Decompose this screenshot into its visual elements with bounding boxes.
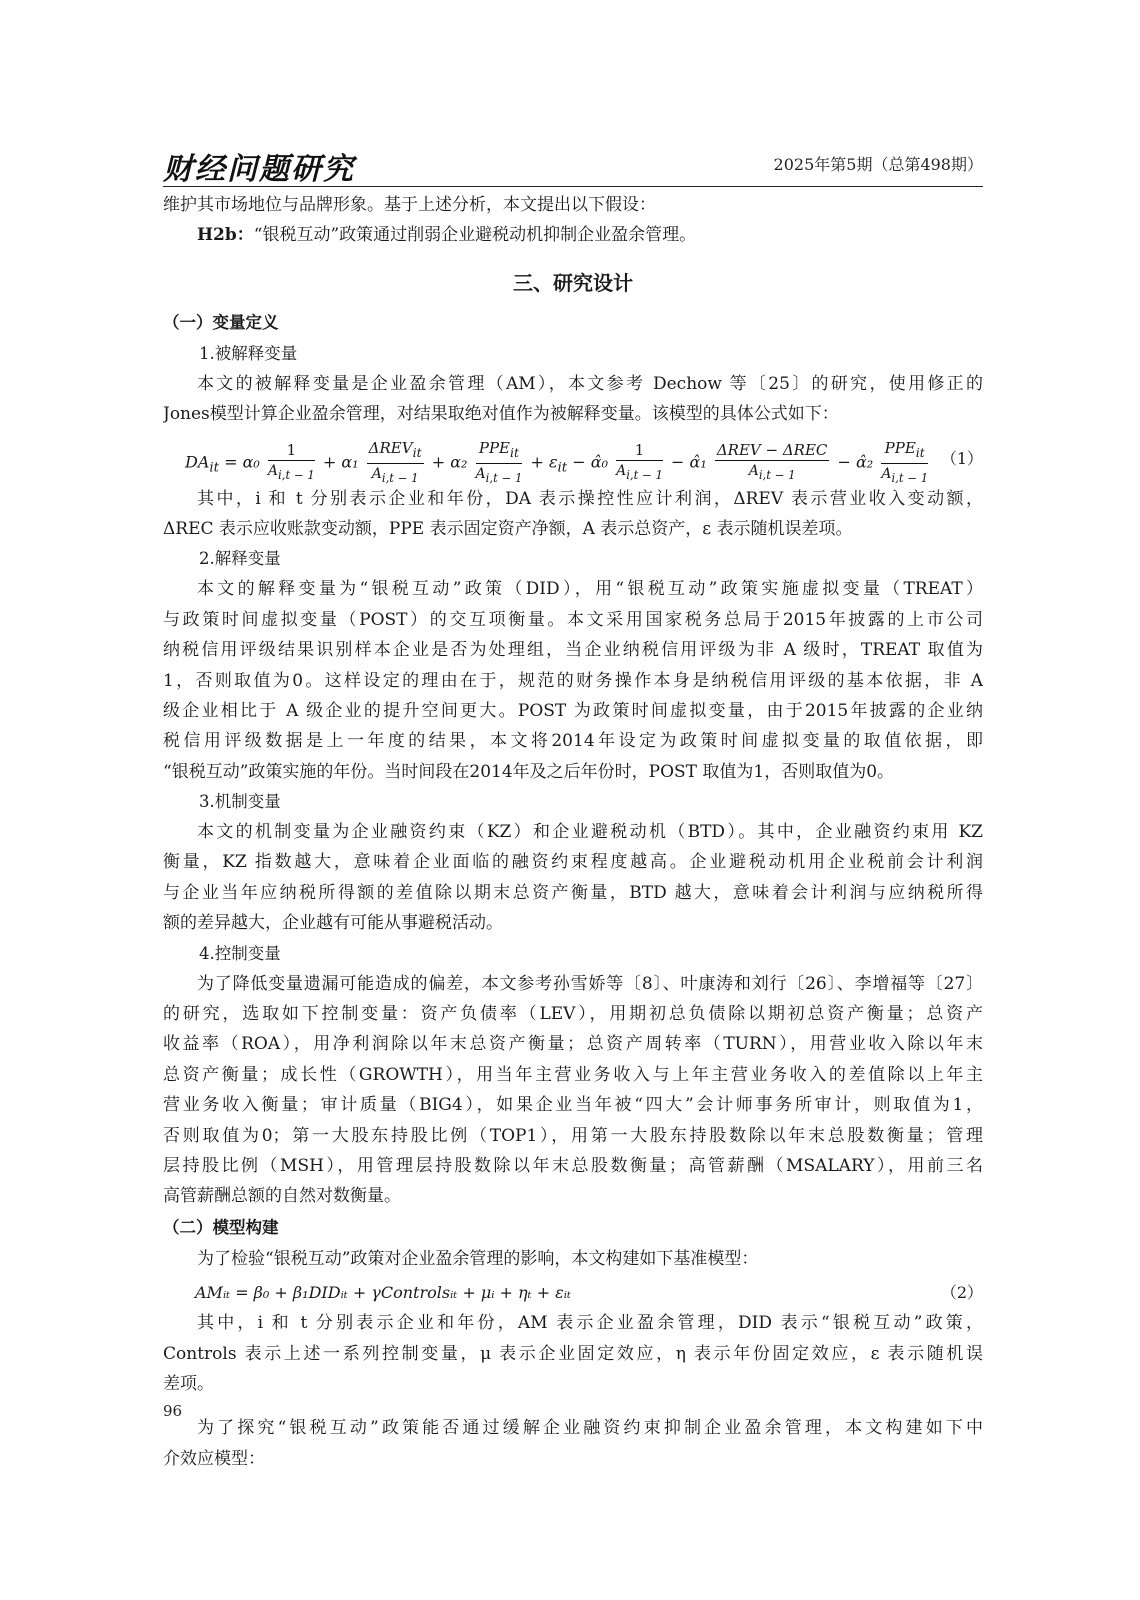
section-title: 三、研究设计 [513,270,633,295]
paragraph-line: Jones模型计算企业盈余管理，对结果取绝对值作为被解释变量。该模型的具体公式如下： [163,404,839,425]
paragraph-line: 为了检验“银税互动”政策对企业盈余管理的影响，本文构建如下基准模型： [197,1248,759,1269]
paragraph-line: 本文的解释变量为“银税互动”政策（DID），用“银税互动”政策实施虚拟变量（TREAT） [197,579,983,600]
subsection-title-variables: （一）变量定义 [163,312,279,332]
paragraph-line: 为了探究“银税互动”政策能否通过缓解企业融资约束抑制企业盈余管理，本文构建如下中 [197,1418,983,1439]
paragraph-line: 本文的机制变量为企业融资约束（KZ）和企业避税动机（BTD）。其中，企业融资约束用 KZ [197,822,983,843]
journal-logo: 财经问题研究 [163,152,355,187]
paragraph-line: 与企业当年应纳税所得额的差值除以期末总资产衡量，BTD 越大，意味着会计利润与应纳税所得 [163,882,983,903]
paragraph-line: 总资产衡量；成长性（GROWTH），用当年主营业务收入与上年主营业务收入的差值除以上年主 [163,1064,983,1085]
equation-number: （2） [940,1283,983,1303]
paragraph-line: 其中，i 和 t 分别表示企业和年份，DA 表示操控性应计利润，ΔREV 表示营业收入变动额， [197,488,983,509]
paragraph-line: 本文的被解释变量是企业盈余管理（AM），本文参考 Dechow 等〔25〕的研究，使用修正的 [197,373,983,394]
paragraph-line: 层持股比例（MSH），用管理层持股数除以年末总股数衡量；高管薪酬（MSALARY），用前三名 [163,1155,983,1176]
paragraph-line: “银税互动”政策实施的年份。当时间段在2014年及之后年份时，POST 取值为1，否则取值为0。 [163,761,895,782]
article-body [163,190,983,1474]
item-title-dependent: 1.被解释变量 [199,343,298,363]
subsection-title-model: （二）模型构建 [163,1217,279,1237]
paragraph-line: 介效应模型： [163,1448,265,1469]
paragraph-line: ΔREC 表示应收账款变动额，PPE 表示固定资产净额，A 表示总资产，ε 表示随机误差项。 [163,518,853,539]
item-title-control: 4.控制变量 [199,943,281,963]
hypothesis-text: “银税互动”政策通过削弱企业避税动机抑制企业盈余管理。 [253,225,697,246]
paragraph-line: 差项。 [163,1373,214,1394]
paragraph-line: 纳税信用评级结果识别样本企业是否为处理组，当企业纳税信用评级为非 A 级时，TREAT 取值为 [163,640,983,661]
formula-2 [163,1274,983,1308]
item-title-mechanism: 3.机制变量 [199,792,281,812]
paragraph-line: 其中，i 和 t 分别表示企业和年份，AM 表示企业盈余管理，DID 表示“银税互动”政策， [197,1313,983,1334]
paragraph-line: 的研究，选取如下控制变量：资产负债率（LEV），用期初总负债除以期初总资产衡量；总资产 [163,1004,983,1025]
fraction: $\frac{\text{ΔREV − ΔREC}}{A_{i,t - 1}}$ [716,441,828,482]
fraction: $\frac{PPE_{it}}{A_{i,t - 1}}$ [881,438,929,485]
paragraph-line: 衡量，KZ 指数越大，意味着企业面临的融资约束程度越高。企业避税动机用企业税前会计利润 [163,852,983,873]
paragraph-line: 与政策时间虚拟变量（POST）的交互项衡量。本文采用国家税务总局于2015年披露的上市公司 [163,609,983,630]
paragraph-line: 级企业相比于 A 级企业的提升空间更大。POST 为政策时间虚拟变量，由于2015年披露的企业纳 [163,700,983,721]
equation-number: （1） [940,448,983,468]
paragraph-line: 额的差异越大，企业越有可能从事避税活动。 [163,913,503,934]
paragraph-line: 维护其市场地位与品牌形象。基于上述分析，本文提出以下假设： [163,195,656,215]
paragraph-line: 1，否则取值为0。这样设定的理由在于，规范的财务操作本身是纳税信用评级的基本依据，非 A [163,670,983,691]
hypothesis-h2b [163,220,983,250]
page-number: 96 [163,1402,183,1420]
paragraph-line: 否则取值为0；第一大股东持股比例（TOP1），用第一大股东持股数除以年末总股数衡量；管理 [163,1125,983,1146]
paragraph-line: 高管薪酬总额的自然对数衡量。 [163,1186,401,1207]
paragraph-line: Controls 表示上述一系列控制变量，μ 表示企业固定效应，η 表示年份固定效应，ε 表示随机误 [163,1343,983,1364]
paragraph-line: 为了降低变量遗漏可能造成的偏差，本文参考孙雪娇等〔8〕、叶康涛和刘行〔26〕、李增福等〔27〕 [197,973,983,994]
fraction: $\frac{1}{A_{i,t - 1}}$ [267,441,315,482]
page-header [163,140,983,187]
paragraph-line: 收益率（ROA），用净利润除以年末总资产衡量；总资产周转率（TURN），用营业收入除以年末 [163,1034,983,1055]
hypothesis-label: H2b： [197,225,254,246]
paragraph-line: 营业务收入衡量；审计质量（BIG4），如果企业当年被“四大”会计师事务所审计，则取值为1， [163,1095,983,1116]
fraction: $\frac{PPE_{it}}{A_{i,t - 1}}$ [475,438,523,485]
fraction: $\frac{\Delta REV_{it}}{A_{i,t - 1}}$ [368,438,422,485]
item-title-independent: 2.解释变量 [199,549,281,569]
issue-info: 2025年第5期（总第498期） [773,155,983,174]
paragraph-line: 税信用评级数据是上一年度的结果，本文将2014年设定为政策时间虚拟变量的取值依据，即 [163,731,983,752]
fraction: $\frac{1}{A_{i,t - 1}}$ [616,441,663,482]
formula-2-expression: AMᵢₜ = β₀ + β₁DIDᵢₜ + γControlsᵢₜ + μᵢ + ηₜ + εᵢₜ [195,1283,571,1303]
formula-1-expression: $DA_{it} = \alpha_0$ $\frac{1}{A_{i,t - 1}}$ + α₁ $\frac{\Delta REV_{it}}{A_{i,t - 1}}$ + α₂ $\frac{PPE_{it}}{A_{i,t - 1}}$ + $\varepsilon_{it}$ − α̂₀ $\frac{1}{A_{i,t - 1}}$ − α̂₁ $\frac{\text{ΔREV − ΔREC}}{A_{i,t - 1}}$ − α̂₂ $\frac{PPE_{it}}{A_{i,t - 1}}$ [185,438,931,488]
formula-1 [163,430,983,484]
